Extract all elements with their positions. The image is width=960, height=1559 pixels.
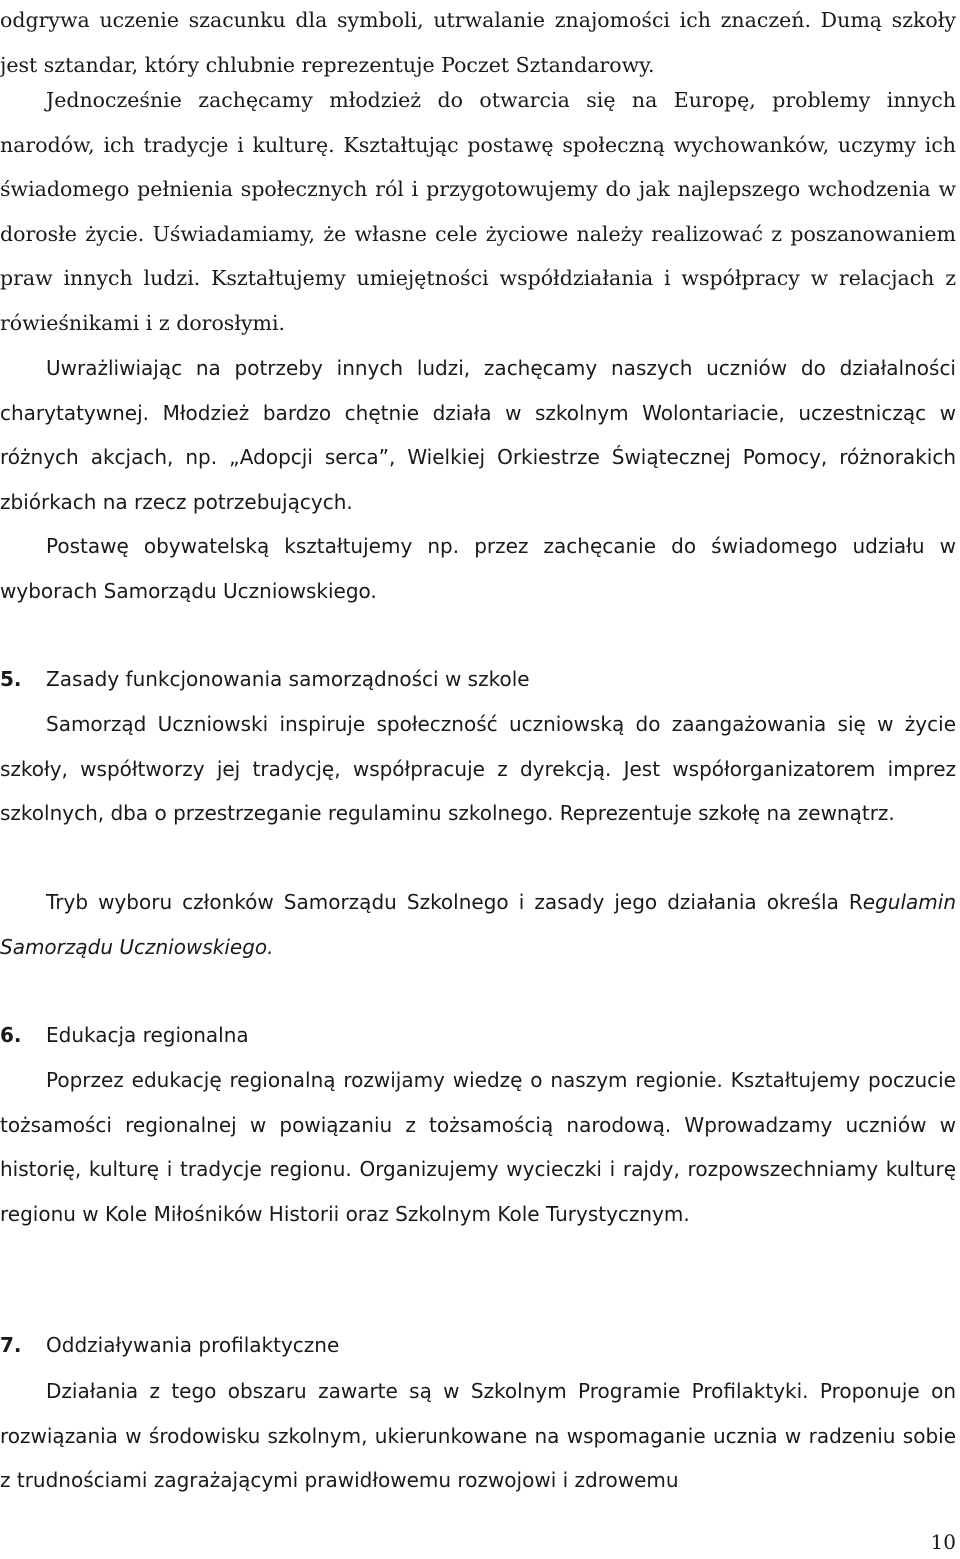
paragraph-regional-education: Poprzez edukację regionalną rozwijamy wiedzę o naszym regionie. Kształtujemy poczucie tożsamości regionalnej w powiązaniu z tożsamością narodową. Wprowadzamy uczniów w historię, kulturę i tradycje regionu. Organizujemy wycieczki i rajdy, rozpowszechniamy kulturę regionu w Kole Miłośników Historii oraz Szkolnym Kole Turystycznym. <box>0 1068 956 1226</box>
section-number: 5. <box>0 667 22 691</box>
council-rules-text: Tryb wyboru członków Samorządu Szkolnego i zasady jego działania określa R <box>46 890 863 914</box>
section-title: Edukacja regionalna <box>46 1023 249 1047</box>
section-heading-6 <box>0 1020 249 1050</box>
paragraph-student-council: Samorząd Uczniowski inspiruje społeczność uczniowską do zaangażowania się w życie szkoły, współtworzy jej tradycję, współpracuje z dyrekcją. Jest współorganizatorem imprez szkolnych, dba o przestrzeganie regulaminu szkolnego. Reprezentuje szkołę na zewnątrz. <box>0 712 956 826</box>
paragraph-symbols: odgrywa uczenie szacunku dla symboli, utrwalanie znajomości ich znaczeń. Dumą szkoły jest sztandar, który chlubnie reprezentuje Poczet Sztandarowy. <box>0 8 956 77</box>
section-heading-7 <box>0 1330 339 1360</box>
paragraph-charity: Uwrażliwiając na potrzeby innych ludzi, zachęcamy naszych uczniów do działalności charytatywnej. Młodzież bardzo chętnie działa w szkolnym Wolontariacie, uczestnicząc w różnych akcjach, np. „Adopcji serca”, Wielkiej Orkiestrze Świątecznej Pomocy, różnorakich zbiórkach na rzecz potrzebujących. <box>0 356 956 514</box>
paragraph-europe: Jednocześnie zachęcamy młodzież do otwarcia się na Europę, problemy innych narodów, ich tradycje i kulturę. Kształtując postawę społeczną wychowanków, uczymy ich świadomego pełnienia społecznych ról i przygotowujemy do jak najlepszego wchodzenia w dorosłe życie. Uświadamiamy, że własne cele życiowe należy realizować z poszanowaniem praw innych ludzi. Kształtujemy umiejętności współdziałania i współpracy w relacjach z rówieśnikami i z dorosłymi. <box>0 88 956 335</box>
section-title: Zasady funkcjonowania samorządności w szkole <box>46 667 530 691</box>
paragraph-prevention: Działania z tego obszaru zawarte są w Szkolnym Programie Profilaktyki. Proponuje on rozwiązania w środowisku szkolnym, ukierunkowane na wspomaganie ucznia w radzeniu sobie z trudnościami zagrażającymi prawidłowemu rozwojowi i zdrowemu <box>0 1379 956 1493</box>
paragraph-civic: Postawę obywatelską kształtujemy np. przez zachęcanie do świadomego udziału w wyborach Samorządu Uczniowskiego. <box>0 534 956 603</box>
section-number: 6. <box>0 1023 22 1047</box>
paragraph-council-rules <box>0 880 956 969</box>
section-heading-5 <box>0 664 530 694</box>
council-regulation-title: egulamin Samorządu Uczniowskiego. <box>0 890 956 959</box>
page-number: 10 <box>930 1530 956 1554</box>
section-number: 7. <box>0 1333 22 1357</box>
section-title: Oddziaływania profilaktyczne <box>46 1333 340 1357</box>
